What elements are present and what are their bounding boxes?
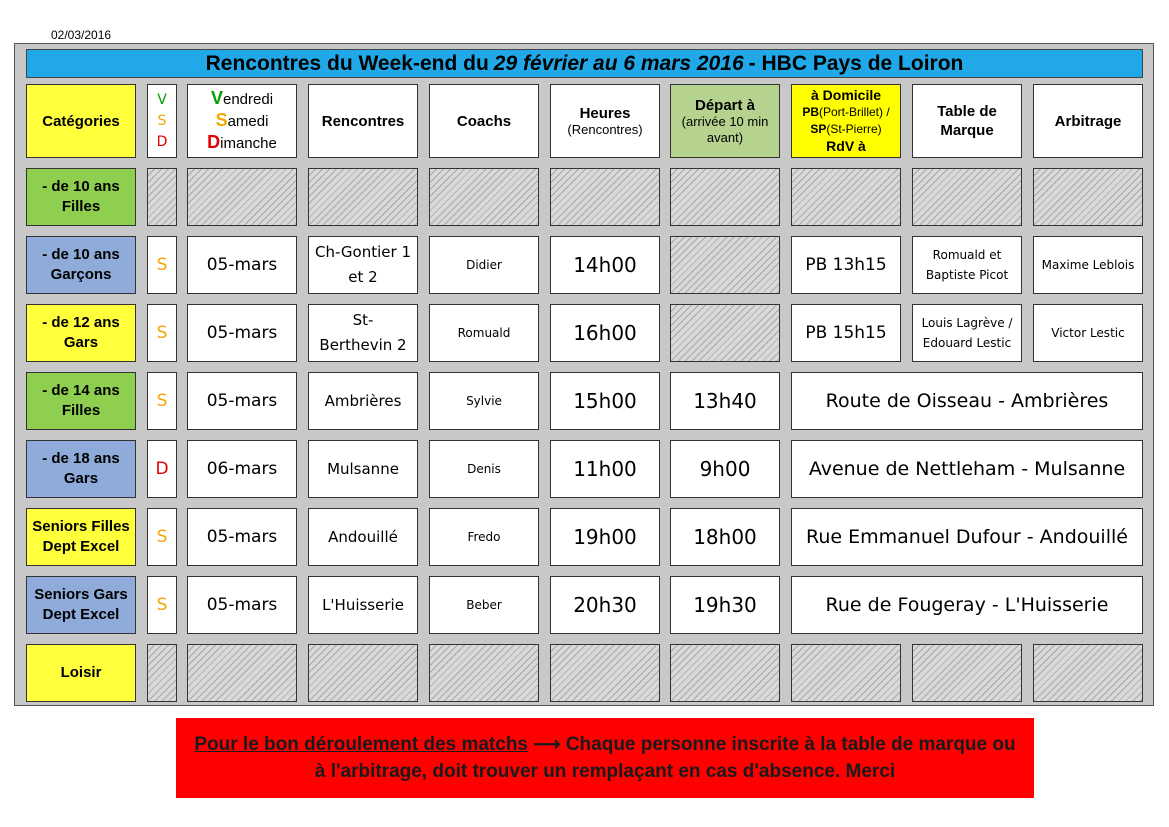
- match-opponent: Ambrières: [308, 372, 418, 430]
- coach-name: Denis: [429, 440, 539, 498]
- header-depart-label: Départ à: [694, 96, 756, 114]
- match-time: 20h30: [550, 576, 660, 634]
- day-letter: S: [147, 304, 177, 362]
- day-vendredi: Vendredi: [210, 88, 274, 108]
- empty-cell: [791, 644, 901, 702]
- match-opponent: Mulsanne: [308, 440, 418, 498]
- title-part1: Rencontres du Week-end du: [205, 51, 489, 75]
- match-opponent: St-Berthevin 2: [308, 304, 418, 362]
- header-vsd: [147, 84, 177, 158]
- category-label: - de 10 ans Filles: [42, 178, 120, 215]
- away-location: Rue de Fougeray - L'Huisserie: [791, 576, 1143, 634]
- coach-name: Sylvie: [429, 372, 539, 430]
- header-domicile-rdv: RdV à: [826, 138, 866, 154]
- header-depart: [670, 84, 780, 158]
- coach-name: Romuald: [429, 304, 539, 362]
- header-coachs-label: Coachs: [456, 112, 512, 130]
- away-location: Avenue de Nettleham - Mulsanne: [791, 440, 1143, 498]
- empty-cell: [429, 168, 539, 226]
- match-date: 06-mars: [187, 440, 297, 498]
- header-heures: [550, 84, 660, 158]
- day-letter: S: [147, 372, 177, 430]
- category-label: - de 10 ans Garçons: [42, 246, 120, 283]
- category-cell: [26, 304, 136, 362]
- category-label: - de 12 ans Gars: [42, 314, 120, 351]
- category-label: - de 14 ans Filles: [42, 382, 120, 419]
- away-location: Route de Oisseau - Ambrières: [791, 372, 1143, 430]
- arrow-icon: ⟶: [533, 734, 561, 755]
- footer-line1-text: Chaque personne inscrite à la table de marque ou: [565, 734, 1016, 755]
- footer-line-2: à l'arbitrage, doit trouver un remplaçant en cas d'absence. Merci: [314, 761, 896, 782]
- match-time: 19h00: [550, 508, 660, 566]
- category-label: - de 18 ans Gars: [42, 450, 120, 487]
- coach-name: Didier: [429, 236, 539, 294]
- category-cell: [26, 508, 136, 566]
- day-letter: S: [147, 508, 177, 566]
- header-arbitrage-label: Arbitrage: [1054, 112, 1122, 130]
- category-label: Seniors Gars Dept Excel: [34, 586, 128, 623]
- empty-cell: [147, 168, 177, 226]
- empty-cell: [429, 644, 539, 702]
- header-table: [912, 84, 1022, 158]
- empty-cell: [791, 168, 901, 226]
- category-cell: [26, 644, 136, 702]
- header-domicile: [791, 84, 901, 158]
- match-opponent: Andouillé: [308, 508, 418, 566]
- title-part2: - HBC Pays de Loiron: [748, 51, 964, 75]
- day-letter: S: [147, 236, 177, 294]
- category-label: Loisir: [60, 664, 102, 681]
- empty-cell: [308, 168, 418, 226]
- category-cell: [26, 440, 136, 498]
- match-date: 05-mars: [187, 508, 297, 566]
- header-days: [187, 84, 297, 158]
- day-samedi: Samedi: [215, 110, 269, 130]
- coach-name: Beber: [429, 576, 539, 634]
- empty-cell: [670, 236, 780, 294]
- depart-time: 13h40: [670, 372, 780, 430]
- arbitre-name: Maxime Leblois: [1033, 236, 1143, 294]
- empty-cell: [550, 168, 660, 226]
- away-location: Rue Emmanuel Dufour - Andouillé: [791, 508, 1143, 566]
- rdv-time: PB 13h15: [791, 236, 901, 294]
- rdv-time: PB 15h15: [791, 304, 901, 362]
- match-time: 16h00: [550, 304, 660, 362]
- category-label: Seniors Filles Dept Excel: [32, 518, 130, 555]
- header-domicile-pb: PB(Port-Brillet) /: [802, 105, 890, 119]
- header-heures-label: Heures: [579, 105, 631, 122]
- arbitre-name: Victor Lestic: [1033, 304, 1143, 362]
- empty-cell: [670, 168, 780, 226]
- empty-cell: [670, 644, 780, 702]
- depart-time: 9h00: [670, 440, 780, 498]
- empty-cell: [550, 644, 660, 702]
- match-date: 05-mars: [187, 372, 297, 430]
- document-date: 02/03/2016: [51, 28, 112, 42]
- match-date: 05-mars: [187, 576, 297, 634]
- vsd-s: S: [157, 112, 167, 129]
- empty-cell: [1033, 644, 1143, 702]
- header-heures-sub: (Rencontres): [567, 122, 643, 137]
- header-table-label: Table de Marque: [937, 103, 997, 139]
- category-cell: [26, 372, 136, 430]
- category-cell: [26, 236, 136, 294]
- table-marque-names: Louis Lagrève / Edouard Lestic: [912, 304, 1022, 362]
- page-title: [26, 49, 1143, 78]
- footer-underlined: Pour le bon déroulement des matchs: [194, 734, 528, 755]
- day-letter: S: [147, 576, 177, 634]
- match-date: 05-mars: [187, 304, 297, 362]
- category-cell: [26, 168, 136, 226]
- coach-name: Fredo: [429, 508, 539, 566]
- day-letter: D: [147, 440, 177, 498]
- category-cell: [26, 576, 136, 634]
- vsd-v: V: [157, 91, 167, 108]
- header-rencontres: [308, 84, 418, 158]
- match-date: 05-mars: [187, 236, 297, 294]
- day-dimanche: Dimanche: [207, 132, 277, 152]
- match-opponent: L'Huisserie: [308, 576, 418, 634]
- footer-notice: [176, 718, 1034, 798]
- table-marque-names: Romuald et Baptiste Picot: [912, 236, 1022, 294]
- match-time: 11h00: [550, 440, 660, 498]
- title-dates: 29 février au 6 mars 2016: [493, 51, 744, 75]
- vsd-d: D: [156, 133, 168, 150]
- footer-line-1: [176, 731, 1034, 758]
- empty-cell: [912, 168, 1022, 226]
- match-time: 15h00: [550, 372, 660, 430]
- header-categories: [26, 84, 136, 158]
- empty-cell: [187, 644, 297, 702]
- header-domicile-sp: SP(St-Pierre): [810, 122, 882, 136]
- header-coachs: [429, 84, 539, 158]
- header-depart-sub: (arrivée 10 min avant): [681, 113, 769, 145]
- empty-cell: [308, 644, 418, 702]
- match-time: 14h00: [550, 236, 660, 294]
- empty-cell: [1033, 168, 1143, 226]
- header-rencontres-label: Rencontres: [321, 112, 405, 130]
- header-domicile-title: à Domicile: [810, 87, 882, 103]
- empty-cell: [187, 168, 297, 226]
- depart-time: 19h30: [670, 576, 780, 634]
- empty-cell: [912, 644, 1022, 702]
- header-arbitrage: [1033, 84, 1143, 158]
- header-categories-label: Catégories: [42, 112, 120, 130]
- match-opponent: Ch-Gontier 1 et 2: [308, 236, 418, 294]
- empty-cell: [147, 644, 177, 702]
- depart-time: 18h00: [670, 508, 780, 566]
- empty-cell: [670, 304, 780, 362]
